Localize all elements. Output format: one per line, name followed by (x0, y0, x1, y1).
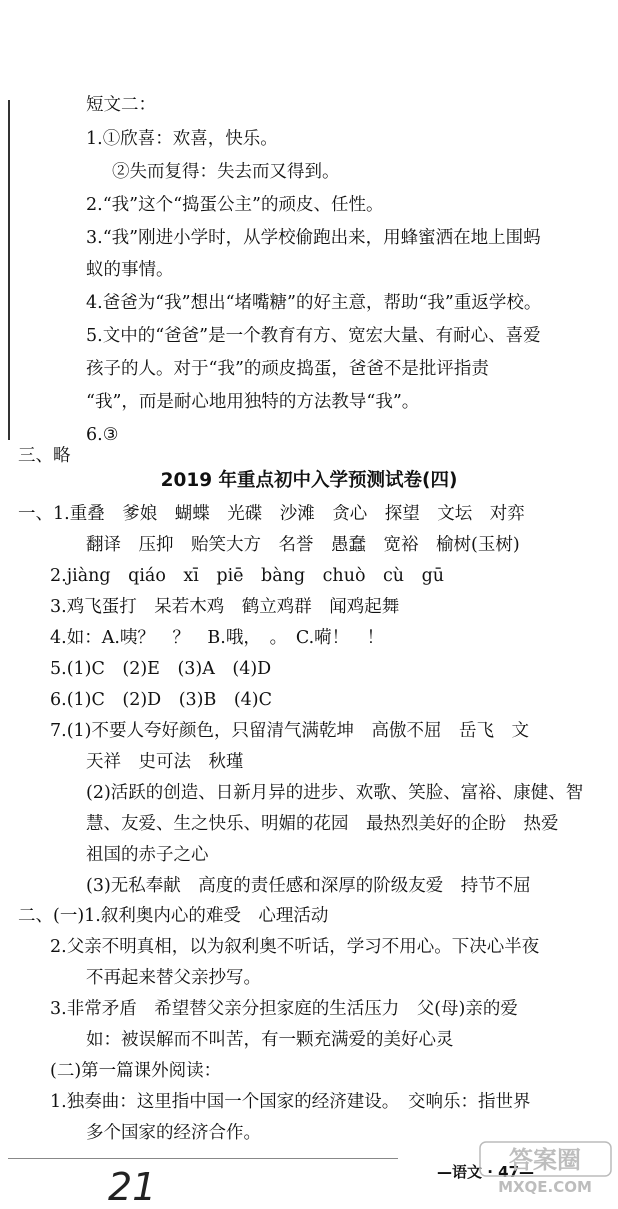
exam-title: 2019 年重点初中入学预测试卷(四) (160, 470, 458, 491)
text-line: 6.③ (86, 425, 119, 445)
text-line: 不再起来替父亲抄写。 (86, 968, 261, 988)
text-line: 如：被误解而不叫苦，有一颗充满爱的美好心灵 (86, 1030, 454, 1050)
text-line: 一、1.重叠 爹娘 蝴蝶 光碟 沙滩 贪心 探望 文坛 对弈 (18, 504, 525, 524)
text-line: 4.爸爸为“我”想出“堵嘴糖”的好主意，帮助“我”重返学校。 (86, 293, 542, 313)
text-line: 孩子的人。对于“我”的顽皮捣蛋，爸爸不是批评指责 (86, 359, 489, 379)
text-line: 3.非常矛盾 希望替父亲分担家庭的生活压力 父(母)亲的爱 (50, 999, 518, 1019)
text-line: 1.独奏曲：这里指中国一个国家的经济建设。 交响乐：指世界 (50, 1092, 531, 1112)
text-line: 1.①欣喜：欢喜，快乐。 (86, 129, 278, 149)
text-line: 5.(1)C (2)E (3)A (4)D (50, 659, 272, 679)
text-line: 祖国的赤子之心 (86, 845, 209, 865)
text-line: “我”，而是耐心地用独特的方法教导“我”。 (86, 392, 420, 412)
text-line: 慧、友爱、生之快乐、明媚的花园 最热烈美好的企盼 热爱 (86, 814, 559, 834)
footer-rule (8, 1158, 398, 1159)
text-line: (3)无私奉献 高度的责任感和深厚的阶级友爱 持节不屈 (86, 876, 531, 896)
text-line: 7.(1)不要人夸好颜色，只留清气满乾坤 高傲不屈 岳飞 文 (50, 721, 529, 741)
page-label: —语文 · 47— (437, 1163, 535, 1181)
text-line: 3.鸡飞蛋打 呆若木鸡 鹤立鸡群 闻鸡起舞 (50, 597, 400, 617)
text-line: 短文二： (86, 95, 156, 115)
text-line: 天祥 史可法 秋瑾 (86, 752, 244, 772)
text-line: 3.“我”刚进小学时，从学校偷跑出来，用蜂蜜洒在地上围蚂 (86, 228, 541, 248)
text-line: 5.文中的“爸爸”是一个教育有方、宽宏大量、有耐心、喜爱 (86, 326, 541, 346)
text-line: 蚁的事情。 (86, 260, 174, 280)
watermark-text: 答案圈 (509, 1146, 581, 1174)
text-line: 多个国家的经济合作。 (86, 1123, 261, 1143)
text-line: 4.如：A.咦？ ？ B.哦， 。 C.嗬！ ！ (50, 628, 385, 648)
text-line: 三、略 (18, 446, 71, 466)
watermark-logo (478, 1138, 613, 1196)
text-line: 6.(1)C (2)D (3)B (4)C (50, 690, 273, 710)
margin-line (8, 100, 10, 440)
text-line: (二)第一篇课外阅读： (50, 1061, 222, 1081)
handwritten-page-number: 21 (108, 1165, 157, 1209)
text-line: 2.jiàng qiáo xī piē bàng chuò cù gū (50, 566, 445, 586)
text-line: 2.父亲不明真相，以为叙利奥不听话，学习不用心。下决心半夜 (50, 937, 540, 957)
text-line: (2)活跃的创造、日新月异的进步、欢歌、笑脸、富裕、康健、智 (86, 783, 584, 803)
text-line: 翻译 压抑 贻笑大方 名誉 愚蠢 宽裕 榆树(玉树) (86, 535, 520, 555)
text-line: ②失而复得：失去而又得到。 (112, 162, 340, 182)
text-line: 二、(一)1.叙利奥内心的难受 心理活动 (18, 906, 329, 926)
text-line: 2.“我”这个“捣蛋公主”的顽皮、任性。 (86, 195, 384, 215)
watermark-url: MXQE.COM (498, 1178, 592, 1196)
